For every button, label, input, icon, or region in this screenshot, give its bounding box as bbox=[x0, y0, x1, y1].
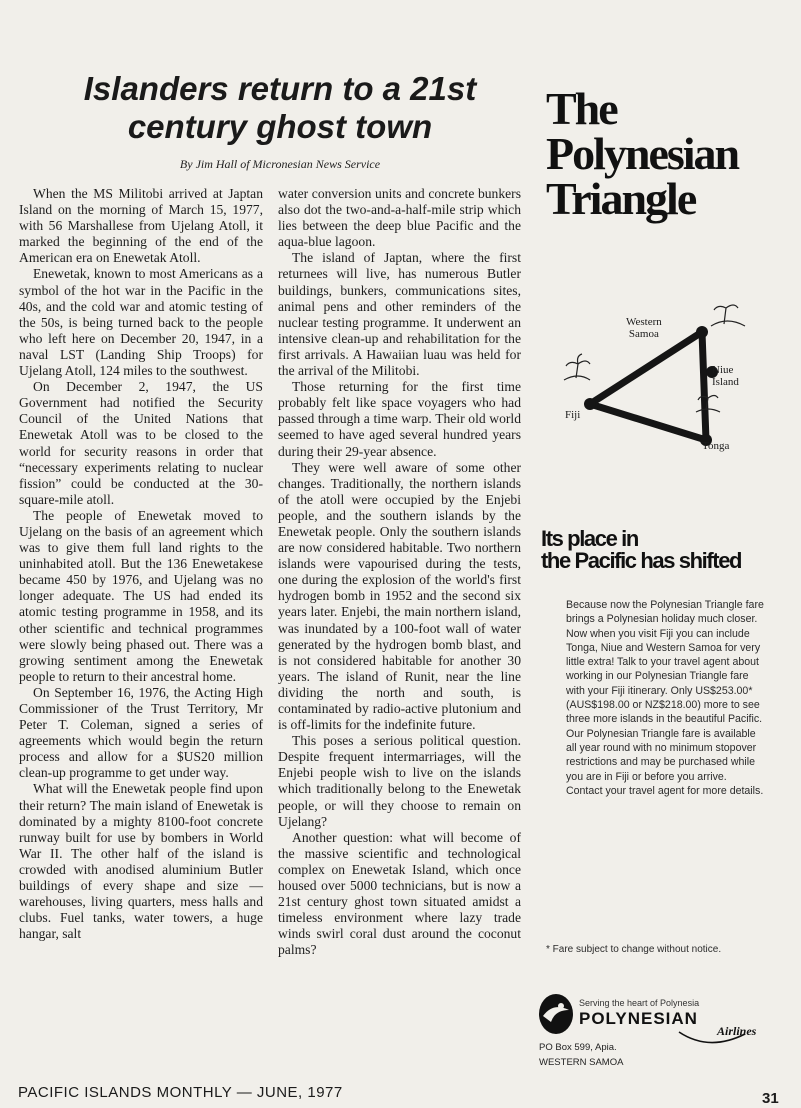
paragraph: Enewetak, known to most Americans as a symbol of the hot war in the Pacific in the 40s, and the cold war and atomic testing of the 50s, is being turned back to the people who left here on December 20, 1947, in a naval LST (Landing Ship Troops) for Ujelang Atoll, 124 miles to the southwest. bbox=[19, 266, 263, 379]
paragraph: They were well aware of some other changes. Traditionally, the northern islands of the atoll were occupied by the Enjebi people, and the southern islands by the Enewetak people. Only the southern islands are now considered habitable. Two northern islands were vapourised during the tests, one during the explosion of the world's first hydrogen bomb in 1952 and the second six years later. Enjebi, the main northern island, was inundated by a 100-foot wall of water generated by the hydrogen bomb blast, and is not considered habitable for another 30 years. The island of Runit, near the line dividing the north and south, is contaminated by radio-active plutonium and is off-limits for the indefinite future. bbox=[278, 459, 521, 733]
ad-body-paragraph: Because now the Polynesian Triangle fare brings a Polynesian holiday much closer. Now when you visit Fiji you can include Tonga, Niue and Western Samoa for very little extra! Talk to your travel agent about working in our Polynesian Triangle fare with your Fiji itinerary. Only US$253.00* (AUS$198.00 or NZ$218.00) more to see three more islands in the beautiful Pacific. Our Polynesian Triangle fare is available all year round with no minimum stopover restrictions and may be purchased while you are in Fiji or before you arrive. bbox=[566, 599, 764, 783]
publication-footer: PACIFIC ISLANDS MONTHLY — JUNE, 1977 bbox=[18, 1084, 343, 1101]
ad-headline bbox=[541, 528, 791, 572]
airline-logo-icon bbox=[537, 992, 575, 1036]
triangle-route bbox=[590, 332, 706, 440]
ad-body bbox=[566, 598, 764, 798]
paragraph: The island of Japtan, where the first returnees will live, has numerous Butler buildings, bunkers, communications sites, animal pens and other reminders of the nuclear testing programme. It underwent an intensive clean-up and rehabilitation for the first arrivals. A Hawaiian luau was held for the arrival of the Militobi. bbox=[278, 250, 521, 379]
paragraph: When the MS Militobi arrived at Japtan Island on the morning of March 15, 1977, with 56 Marshallese from Ujelang Atoll, it marked the beginning of the end of the American era on Enewetak Atoll. bbox=[19, 186, 263, 266]
airline-tagline: Serving the heart of Polynesia bbox=[579, 998, 700, 1008]
ad-headline-line: Its place in bbox=[541, 526, 638, 551]
map-label-line: Island bbox=[712, 376, 739, 388]
map-label-line: Western bbox=[626, 316, 662, 328]
article-byline: By Jim Hall of Micronesian News Service bbox=[179, 157, 381, 171]
map-label-tonga: Tonga bbox=[702, 440, 730, 452]
airline-logo-block bbox=[537, 988, 787, 1078]
article-title: Islanders return to a 21st century ghost town bbox=[83, 70, 477, 145]
address-line: PO Box 599, Apia. bbox=[539, 1042, 617, 1053]
map-label-fiji: Fiji bbox=[565, 409, 581, 421]
ad-title-line: The bbox=[546, 83, 617, 134]
map-label-samoa bbox=[626, 316, 662, 340]
paragraph: This poses a serious political question. Despite frequent intermarriages, will the Enjebi people wish to live on the islands which traditionally belong to the Enewetak people, or will they choose to remain on Ujelang? bbox=[278, 733, 521, 829]
address-line: WESTERN SAMOA bbox=[539, 1057, 624, 1068]
paragraph: Another question: what will become of the massive scientific and technological complex on Enewetak Island, which once housed over 5000 technicians, but is now a 21st century ghost town situated amidst a timeless environment where lazy trade winds swirl coral dust around the coconut palms? bbox=[278, 829, 521, 958]
paragraph: water conversion units and concrete bunkers also dot the two-and-a-half-mile strip which lies between the deep blue Pacific and the aqua-blue lagoon. bbox=[278, 186, 521, 250]
page-number: 31 bbox=[762, 1090, 779, 1107]
paragraph: Those returning for the first time probably felt like space voyagers who had passed through a time warp. Their old world seemed to have aged several hundred years during their 29-year absence. bbox=[278, 379, 521, 459]
paragraph: On December 2, 1947, the US Government had notified the Security Council of the United Nations that Enewetak Atoll was to be closed to the world for security reasons in order that “necessary experiments relating to nuclear fission” could be conducted at the 30-square-mile atoll. bbox=[19, 379, 263, 507]
airline-address bbox=[539, 1040, 623, 1070]
ad-body-paragraph: Contact your travel agent for more details. bbox=[566, 784, 764, 797]
ad-footnote: * Fare subject to change without notice. bbox=[546, 944, 722, 955]
paragraph: The people of Enewetak moved to Ujelang on the basis of an agreement which was to give them full land rights to the uninhabited atoll. But the 136 Enewetakese became 450 by 1976, and Ujelang was no longer adequate. The US had ended its atomic testing programme in 1958, and its other scientific and technical programmes were slowly being phased out. There was a growing sentiment among the Enewetak people to return to their ancestral home. bbox=[19, 507, 263, 684]
airline-name: POLYNESIAN bbox=[579, 1009, 698, 1028]
map-label-niue bbox=[712, 364, 739, 388]
ad-title-line: Triangle bbox=[546, 173, 696, 224]
airline-script: Airlines bbox=[717, 1024, 757, 1038]
ad-headline-line: the Pacific has shifted bbox=[541, 548, 742, 573]
triangle-map bbox=[556, 300, 786, 460]
paragraph: On September 16, 1976, the Acting High Commissioner of the Trust Territory, Mr Peter T. Coleman, signed a series of agreements which would begin the return process and allow for a $US20 million clean-up programme to get under way. bbox=[19, 684, 263, 781]
ad-title bbox=[546, 83, 791, 224]
article-column-2 bbox=[278, 186, 521, 959]
island-dot-fiji bbox=[584, 398, 596, 410]
island-dot-samoa bbox=[696, 326, 708, 338]
map-label-line: Niue bbox=[712, 364, 734, 376]
map-label-line: Samoa bbox=[628, 328, 659, 340]
paragraph: What will the Enewetak people find upon their return? The main island of Enewetak is dominated by a mighty 8100-foot concrete runway built for use by bombers in World War II. The other half of the island is crowded with anodised aluminium Butler buildings of every shape and size — warehouses, living quarters, mess halls and clubs. Fuel tanks, water towers, a huge hangar, salt bbox=[19, 781, 263, 942]
article-column-1 bbox=[19, 186, 263, 942]
ad-title-line: Polynesian bbox=[546, 128, 739, 179]
